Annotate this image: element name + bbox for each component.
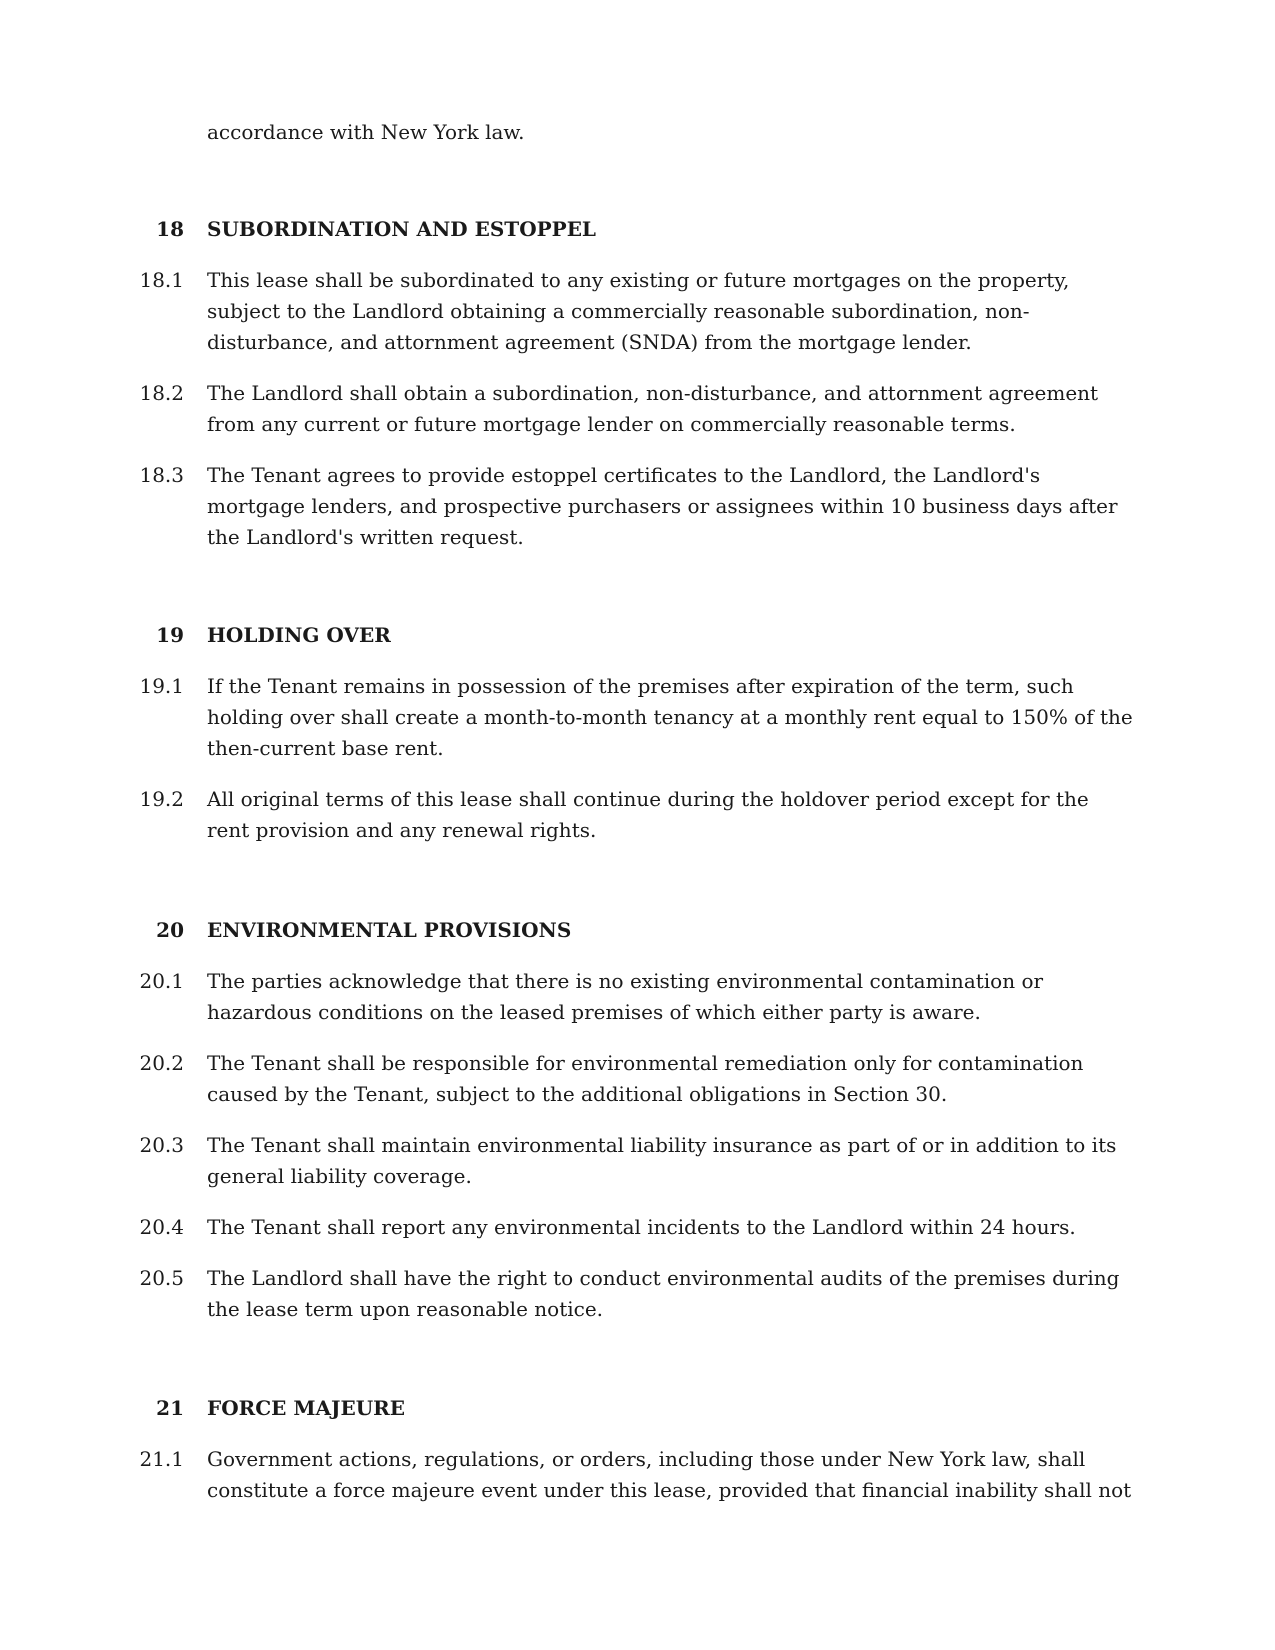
clause-18-1	[0, 265, 1275, 358]
clause-21-1	[0, 1444, 1275, 1506]
clause-18-2	[0, 378, 1275, 440]
clause-text: The parties acknowledge that there is no existing environmental contamination or hazardous conditions on the leased premises of which either party is aware.	[207, 969, 1044, 1024]
clause-number: 20.2	[139, 1051, 184, 1075]
section-heading	[0, 214, 1275, 245]
clause-20-4	[0, 1212, 1275, 1243]
clause-number: 20.3	[139, 1133, 184, 1157]
section-number: 18	[156, 217, 184, 241]
section-18	[0, 214, 1275, 553]
clause-text: The Tenant shall report any environmental incidents to the Landlord within 24 hours.	[207, 1215, 1076, 1239]
section-heading	[0, 915, 1275, 946]
continuation-text: accordance with New York law.	[207, 120, 525, 144]
section-number: 19	[156, 623, 184, 647]
clause-19-2	[0, 784, 1275, 846]
clause-number: 20.1	[139, 969, 184, 993]
clause-number: 19.1	[139, 674, 184, 698]
clause-text: This lease shall be subordinated to any existing or future mortgages on the property, subject to the Landlord obtaining a commercially reasonable subordination, non-disturbance, and attornment agreement (SNDA) from the mortgage lender.	[207, 268, 1070, 354]
clause-number: 21.1	[139, 1447, 184, 1471]
section-20	[0, 915, 1275, 1325]
clause-20-1	[0, 966, 1275, 1028]
clause-text: The Landlord shall obtain a subordination, non-disturbance, and attornment agreement from any current or future mortgage lender on commercially reasonable terms.	[207, 381, 1099, 436]
section-number: 20	[156, 918, 184, 942]
clause-19-1	[0, 671, 1275, 764]
section-19	[0, 620, 1275, 846]
clause-text: All original terms of this lease shall continue during the holdover period except for the rent provision and any renewal rights.	[207, 787, 1089, 842]
clause-text: The Tenant agrees to provide estoppel certificates to the Landlord, the Landlord's mortgage lenders, and prospective purchasers or assignees within 10 business days after the Landlord's written request.	[207, 463, 1118, 549]
clause-number: 20.5	[139, 1266, 184, 1290]
clause-number: 20.4	[139, 1215, 184, 1239]
section-heading	[0, 620, 1275, 651]
section-number: 21	[156, 1396, 184, 1420]
clause-number: 18.1	[139, 268, 184, 292]
clause-text: The Tenant shall maintain environmental liability insurance as part of or in addition to its general liability coverage.	[207, 1133, 1117, 1188]
clause-20-2	[0, 1048, 1275, 1110]
clause-number: 18.3	[139, 463, 184, 487]
clause-text: Government actions, regulations, or orders, including those under New York law, shall constitute a force majeure event under this lease, provided that financial inability shall not	[207, 1447, 1132, 1502]
section-title: SUBORDINATION AND ESTOPPEL	[207, 217, 596, 241]
clause-text: If the Tenant remains in possession of the premises after expiration of the term, such holding over shall create a month-to-month tenancy at a monthly rent equal to 150% of the then-current base rent.	[207, 674, 1133, 760]
section-21	[0, 1393, 1275, 1506]
clause-20-5	[0, 1263, 1275, 1325]
clause-18-3	[0, 460, 1275, 553]
section-heading	[0, 1393, 1275, 1424]
section-title: ENVIRONMENTAL PROVISIONS	[207, 918, 572, 942]
clause-20-3	[0, 1130, 1275, 1192]
section-title: HOLDING OVER	[207, 623, 391, 647]
clause-number: 19.2	[139, 787, 184, 811]
clause-text: The Tenant shall be responsible for environmental remediation only for contamination caused by the Tenant, subject to the additional obligations in Section 30.	[207, 1051, 1084, 1106]
section-title: FORCE MAJEURE	[207, 1396, 406, 1420]
clause-text: The Landlord shall have the right to conduct environmental audits of the premises during the lease term upon reasonable notice.	[207, 1266, 1120, 1321]
clause-number: 18.2	[139, 381, 184, 405]
